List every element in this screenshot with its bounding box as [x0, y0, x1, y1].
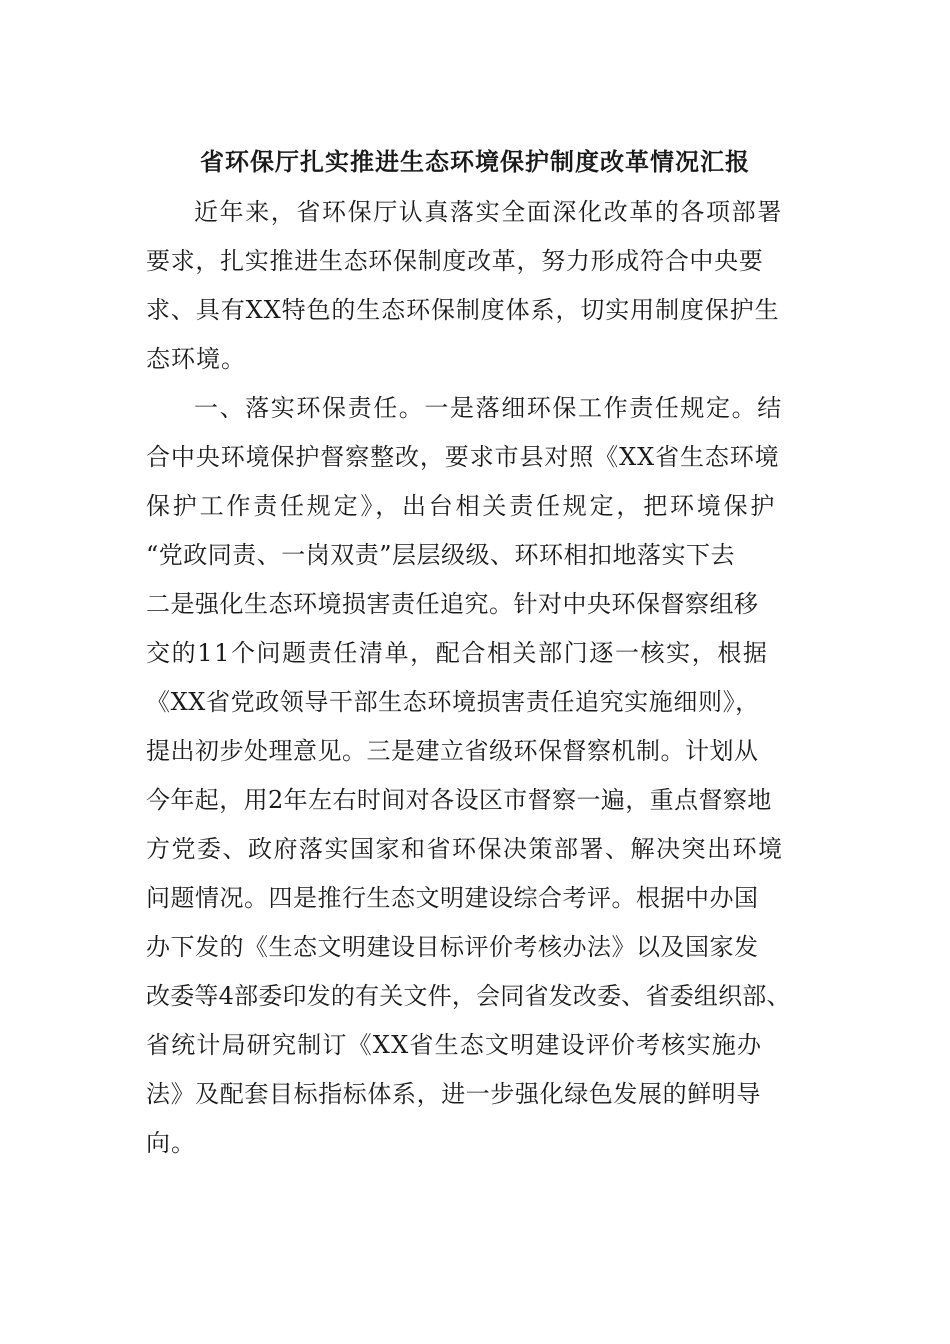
paragraph-line: 今年起，用2年左右时间对各设区市督察一遍，重点督察地	[146, 786, 772, 814]
paragraph-line: 方党委、政府落实国家和省环保决策部署、解决突出环境	[146, 835, 784, 863]
paragraph-line: 法》及配套目标指标体系，进一步强化绿色发展的鲜明导	[146, 1080, 761, 1108]
paragraph-line: 问题情况。四是推行生态文明建设综合考评。根据中办国	[146, 884, 759, 912]
paragraph-line: 一、落实环保责任。一是落细环保工作责任规定。结	[194, 394, 783, 422]
paragraph-line: 近年来，省环保厅认真落实全面深化改革的各项部署	[194, 198, 783, 226]
paragraph-line: 办下发的《生态文明建设目标评价考核办法》以及国家发	[146, 933, 759, 961]
paragraph-line: 省统计局研究制订《XX省生态文明建设评价考核实施办	[146, 1031, 763, 1059]
paragraph-line: 二是强化生态环境损害责任追究。针对中央环保督察组移	[146, 590, 759, 618]
paragraph-line: 改委等4部委印发的有关文件，会同省发改委、省委组织部、	[146, 982, 791, 1010]
paragraph-line: 向。	[146, 1129, 196, 1157]
paragraph-line: 提出初步处理意见。三是建立省级环保督察机制。计划从	[146, 737, 759, 765]
paragraph-line: 保护工作责任规定》，出台相关责任规定，把环境保护	[146, 492, 778, 520]
paragraph-line: “党政同责、一岗双责”层层级级、环环相扣地落实下去	[146, 541, 736, 569]
paragraph-line: 求、具有XX特色的生态环保制度体系，切实用制度保护生	[146, 296, 780, 324]
paragraph-line: 交的11个问题责任清单，配合相关部门逐一核实，根据	[146, 639, 769, 667]
paragraph-line: 《XX省党政领导干部生态环境损害责任追究实施细则》，	[146, 688, 760, 716]
document-title: 省环保厅扎实推进生态环境保护制度改革情况汇报	[200, 148, 750, 176]
paragraph-line: 要求，扎实推进生态环保制度改革，努力形成符合中央要	[146, 247, 764, 275]
paragraph-line: 合中央环境保护督察整改，要求市县对照《XX省生态环境	[146, 443, 780, 471]
paragraph-line: 态环境。	[146, 345, 246, 373]
